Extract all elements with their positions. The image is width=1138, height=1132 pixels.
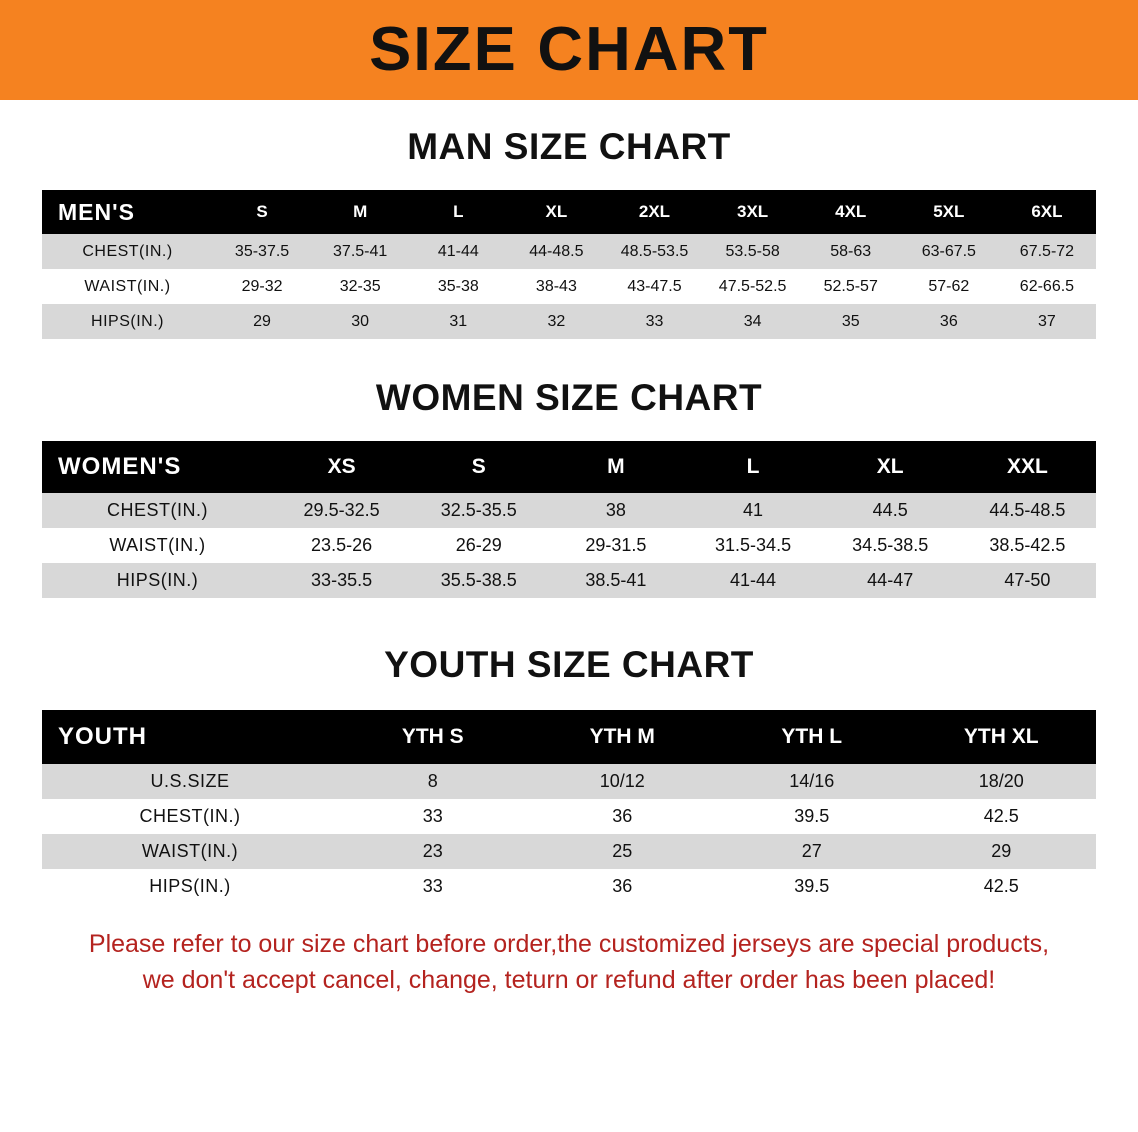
women-section-title: WOMEN SIZE CHART [375, 377, 763, 418]
table-cell: 38 [605, 500, 626, 520]
table-cell: 32.5-35.5 [440, 500, 517, 520]
table-cell: 33 [422, 876, 443, 896]
women-size-table [42, 441, 1096, 598]
table-cell: 14/16 [789, 771, 835, 791]
page-title: SIZE CHART [369, 15, 769, 84]
table-cell: 39.5 [794, 806, 830, 826]
youth-table-wrapper [42, 710, 1096, 904]
man-header-5xl: 5XL [933, 202, 965, 221]
table-cell: 26-29 [455, 535, 502, 555]
table-cell: 8 [427, 771, 438, 791]
table-cell: 48.5-53.5 [620, 242, 689, 260]
women-table-wrapper [42, 441, 1096, 598]
youth-row-label-hips: HIPS(IN.) [149, 876, 231, 896]
table-cell: 47-50 [1004, 570, 1051, 590]
table-cell: 33 [422, 806, 443, 826]
table-cell: 31.5-34.5 [715, 535, 792, 555]
table-cell: 33 [645, 312, 664, 330]
youth-row-label-ussize: U.S.SIZE [150, 771, 230, 791]
table-cell: 34.5-38.5 [852, 535, 929, 555]
table-cell: 43-47.5 [627, 277, 682, 295]
man-row-label-waist: WAIST(IN.) [84, 277, 171, 295]
table-cell: 35-38 [437, 277, 479, 295]
table-cell: 35-37.5 [234, 242, 290, 260]
women-row-label-waist: WAIST(IN.) [109, 535, 206, 555]
table-cell: 38-43 [535, 277, 577, 295]
table-cell: 52.5-57 [823, 277, 878, 295]
youth-header-s: YTH S [401, 725, 464, 748]
table-cell: 10/12 [599, 771, 645, 791]
man-row-label-chest: CHEST(IN.) [82, 242, 173, 260]
man-section-title: MAN SIZE CHART [407, 126, 731, 167]
policy-note [40, 926, 1098, 999]
table-cell: 33-35.5 [311, 570, 373, 590]
women-header-label: WOMEN'S [58, 453, 182, 480]
table-cell: 67.5-72 [1019, 242, 1075, 260]
youth-header-l: YTH L [781, 725, 843, 748]
table-header-row [42, 190, 1096, 234]
table-cell: 18/20 [978, 771, 1024, 791]
man-header-label: MEN'S [58, 198, 135, 225]
table-row [42, 493, 1096, 528]
table-cell: 39.5 [794, 876, 830, 896]
table-cell: 42.5 [983, 876, 1019, 896]
man-header-3xl: 3XL [737, 202, 769, 221]
table-cell: 36 [612, 876, 633, 896]
man-header-s: S [256, 202, 268, 221]
table-cell: 32-35 [339, 277, 381, 295]
table-cell: 29 [253, 312, 271, 330]
women-table-body [42, 493, 1096, 598]
table-cell: 23.5-26 [311, 535, 373, 555]
women-row-label-chest: CHEST(IN.) [107, 500, 208, 520]
table-cell: 41 [743, 500, 764, 520]
man-header-2xl: 2XL [638, 202, 671, 221]
women-header-xl: XL [876, 455, 904, 478]
women-header-s: S [471, 455, 486, 478]
table-cell: 31 [449, 312, 468, 330]
table-cell: 30 [351, 312, 370, 330]
table-cell: 37 [1038, 312, 1056, 330]
policy-note-line-1: Please refer to our size chart before order,the customized jerseys are special products, [88, 930, 1050, 958]
table-cell: 44-47 [867, 570, 914, 590]
table-cell: 29 [991, 841, 1012, 861]
table-cell: 38.5-41 [585, 570, 647, 590]
table-row [42, 799, 1096, 834]
policy-note-line-2: we don't accept cancel, change, teturn or refund after order has been placed! [142, 966, 996, 995]
table-cell: 53.5-58 [725, 242, 780, 260]
table-row [42, 304, 1096, 339]
youth-header-m: YTH M [589, 725, 655, 748]
women-table-header [42, 441, 1096, 493]
table-cell: 44-48.5 [529, 242, 584, 260]
table-row [42, 528, 1096, 563]
youth-section-title: YOUTH SIZE CHART [384, 644, 754, 685]
man-size-table [42, 190, 1096, 339]
table-cell: 29-32 [241, 277, 283, 295]
table-cell: 35 [841, 312, 860, 330]
man-table-header [42, 190, 1096, 234]
table-header-row [42, 710, 1096, 764]
man-table-wrapper [42, 190, 1096, 339]
man-row-label-hips: HIPS(IN.) [91, 312, 164, 330]
table-cell: 35.5-38.5 [440, 570, 517, 590]
youth-row-label-waist: WAIST(IN.) [141, 841, 239, 861]
table-cell: 62-66.5 [1019, 277, 1075, 295]
table-cell: 44.5 [872, 500, 908, 520]
table-cell: 42.5 [983, 806, 1019, 826]
table-row [42, 269, 1096, 304]
table-cell: 36 [612, 806, 633, 826]
table-cell: 34 [743, 312, 762, 330]
page-banner [0, 0, 1138, 100]
table-cell: 27 [801, 841, 822, 861]
table-row [42, 764, 1096, 799]
table-row [42, 234, 1096, 269]
youth-table-body [42, 764, 1096, 904]
women-header-xxl: XXL [1006, 455, 1048, 478]
youth-table-header [42, 710, 1096, 764]
table-cell: 41-44 [437, 242, 479, 260]
man-header-l: L [453, 202, 464, 221]
women-row-label-hips: HIPS(IN.) [116, 570, 199, 590]
man-header-4xl: 4XL [835, 202, 867, 221]
table-cell: 37.5-41 [333, 242, 388, 260]
table-cell: 57-62 [928, 277, 970, 295]
table-cell: 23 [422, 841, 443, 861]
table-cell: 36 [939, 312, 958, 330]
table-cell: 32 [547, 312, 566, 330]
table-cell: 29.5-32.5 [303, 500, 380, 520]
table-row [42, 869, 1096, 904]
table-cell: 63-67.5 [921, 242, 976, 260]
table-header-row [42, 441, 1096, 493]
man-header-m: M [353, 202, 368, 221]
youth-size-table [42, 710, 1096, 904]
table-row [42, 563, 1096, 598]
man-header-6xl: 6XL [1031, 202, 1063, 221]
youth-row-label-chest: CHEST(IN.) [139, 806, 241, 826]
youth-header-label: YOUTH [58, 723, 147, 750]
table-cell: 44.5-48.5 [989, 500, 1066, 520]
table-cell: 41-44 [730, 570, 777, 590]
women-header-m: M [607, 455, 625, 478]
table-row [42, 834, 1096, 869]
man-table-body [42, 234, 1096, 339]
women-header-l: L [746, 455, 760, 478]
youth-header-xl: YTH XL [963, 725, 1039, 748]
table-cell: 47.5-52.5 [718, 277, 787, 295]
table-cell: 25 [612, 841, 633, 861]
table-cell: 29-31.5 [585, 535, 647, 555]
man-header-xl: XL [545, 202, 568, 221]
table-cell: 58-63 [830, 242, 872, 260]
women-header-xs: XS [327, 455, 356, 478]
table-cell: 38.5-42.5 [989, 535, 1066, 555]
